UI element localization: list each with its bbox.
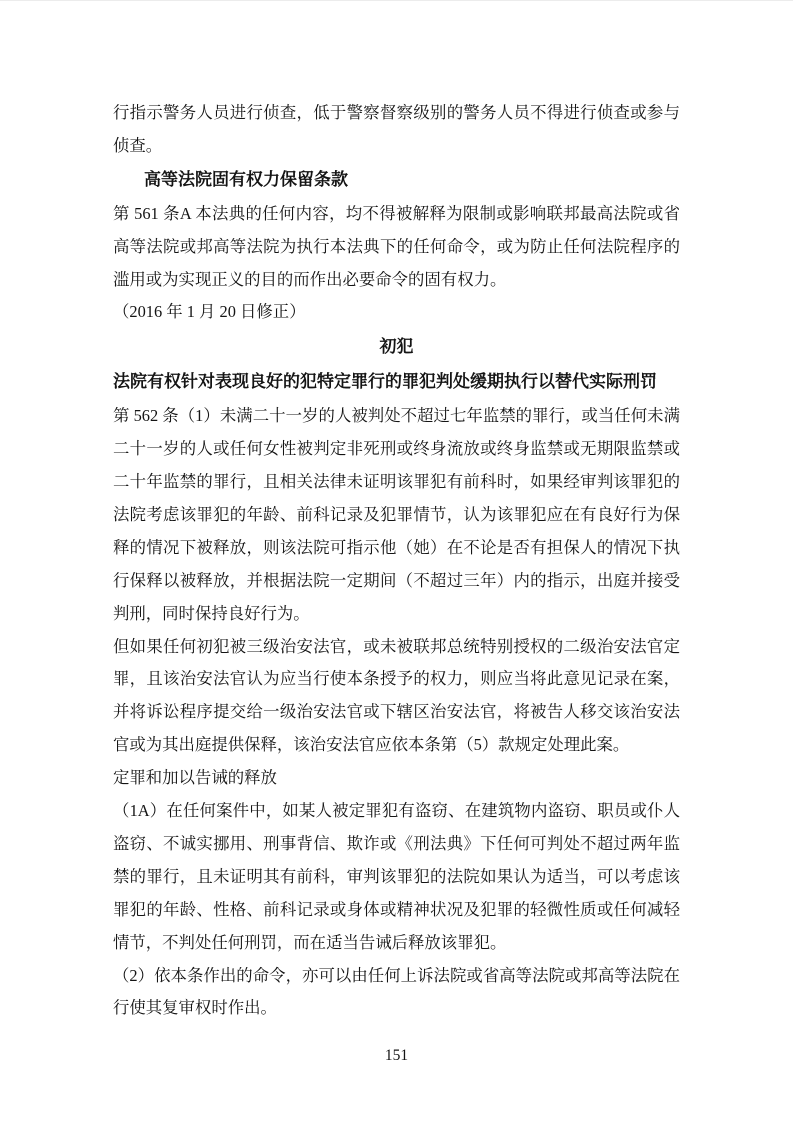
paragraph-amendment-note: （2016 年 1 月 20 日修正）: [113, 302, 306, 322]
paragraph-section-562-1a: （1A）在任何案件中，如某人被定罪犯有盗窃、在建筑物内盗窃、职员或仆人盗窃、不诚实挪用、刑事背信、欺诈或《刑法典》下任何可判处不超过两年监禁的罪行，且未证明其有前科，审判该罪犯的法院如果认为适当，可以考虑该罪犯的年龄、性格、前科记录或身体或精神状况及犯罪的轻微性质或任何减轻情节，不判处任何刑罚，而在适当告诫后释放该罪犯。: [113, 801, 680, 952]
paragraph-section-561a: 第 561 条A 本法典的任何内容，均不得被解释为限制或影响联邦最高法院或省高等法院或邦高等法院为执行本法典下的任何命令，或为防止任何法院程序的滥用或为实现正义的目的而作出必要命令的固有权力。: [113, 203, 680, 289]
subheading-release-after-admonition: 定罪和加以告诫的释放: [113, 768, 277, 788]
paragraph-section-562-2: （2）依本条作出的命令，亦可以由任何上诉法院或省高等法院或邦高等法院在行使其复审权时作出。: [113, 965, 680, 1018]
page-number: 151: [384, 1047, 409, 1064]
section-heading-probation: 法院有权针对表现良好的犯特定罪行的罪犯判处缓期执行以替代实际刑罚: [113, 372, 657, 392]
paragraph-section-562-1: 第 562 条（1）未满二十一岁的人被判处不超过七年监禁的罪行，或当任何未满二十一岁的人或任何女性被判定非死刑或终身流放或终身监禁或无期限监禁或二十年监禁的罪行，且相关法律未证明该罪犯有前科时，如果经审判该罪犯的法院考虑该罪犯的年龄、前科记录及犯罪情节，认为该罪犯应在有良好行为保释的情况下被释放，则该法院可指示他（她）在不论是否有担保人的情况下执行保释以被释放，并根据法院一定期间（不超过三年）内的指示，出庭并接受判刑，同时保持良好行为。: [113, 406, 680, 623]
chapter-heading-first-offender: 初犯: [379, 337, 414, 357]
section-heading-inherent-powers: 高等法院固有权力保留条款: [144, 169, 348, 189]
document-body: [113, 97, 680, 1025]
paragraph-section-562-proviso: 但如果任何初犯被三级治安法官，或未被联邦总统特别授权的二级治安法官定罪，且该治安法官认为应当行使本条授予的权力，则应当将此意见记录在案，并将诉讼程序提交给一级治安法官或下辖区治安法官，将被告人移交该治安法官或为其出庭提供保释，该治安法官应依本条第（5）款规定处理此案。: [113, 636, 680, 755]
paragraph-continuation: 行指示警务人员进行侦查，低于警察督察级别的警务人员不得进行侦查或参与侦查。: [113, 103, 680, 155]
